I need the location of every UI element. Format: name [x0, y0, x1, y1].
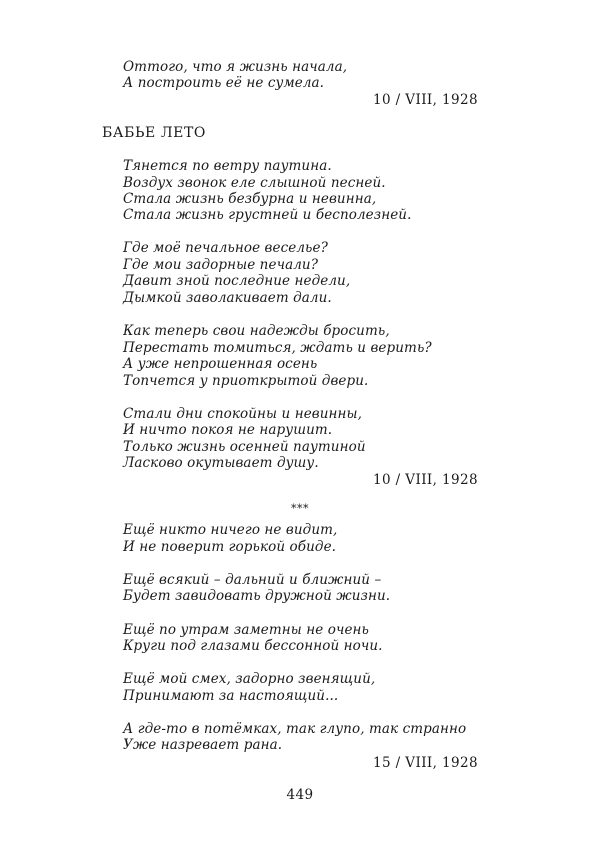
poem-line: И ничто покоя не нарушит.	[123, 422, 333, 438]
poem-line: Только жизнь осенней паутиной	[123, 439, 366, 455]
poem-line: Принимают за настоящий...	[123, 688, 339, 704]
poem-line: Воздух звонок еле слышной песней.	[123, 175, 386, 191]
poem-line: Где мои задорные печали?	[123, 257, 319, 273]
poem-date: 10 / VIII, 1928	[373, 472, 478, 488]
poem-line: Стала жизнь безбурна и невинна,	[123, 191, 377, 207]
poem-line: Будет завидовать дружной жизни.	[123, 588, 391, 604]
poem-line: Ещё мой смех, задорно звенящий,	[123, 671, 376, 687]
poem-line: Как теперь свои надежды бросить,	[123, 323, 390, 339]
poem-title: БАБЬЕ ЛЕТО	[102, 125, 206, 141]
poem-line: И не поверит горькой обиде.	[123, 539, 337, 555]
poem-line: Перестать томиться, ждать и верить?	[123, 340, 432, 356]
poem-line: А уже непрошенная осень	[123, 356, 318, 372]
poem-line: Круги под глазами бессонной ночи.	[123, 638, 383, 654]
poem-line: Тянется по ветру паутина.	[123, 158, 332, 174]
poem-line: Ласково окутывает душу.	[123, 455, 319, 471]
poem-line: Где моё печальное веселье?	[123, 240, 328, 256]
poem-line: Ещё никто ничего не видит,	[123, 522, 338, 538]
poem-line: Топчется у приоткрытой двери.	[123, 373, 369, 389]
poem-line: А построить её не сумела.	[123, 75, 325, 91]
poem-separator: ***	[291, 502, 309, 515]
poem-line: Стала жизнь грустней и бесполезней.	[123, 207, 412, 223]
poem-line: Уже назревает рана.	[123, 737, 283, 753]
poem-line: Оттого, что я жизнь начала,	[123, 59, 348, 75]
poem-line: Ещё всякий – дальний и ближний –	[123, 572, 382, 588]
poem-line: Ещё по утрам заметны не очень	[123, 622, 369, 638]
poem-date: 15 / VIII, 1928	[373, 755, 478, 771]
poem-line: Дымкой заволакивает дали.	[123, 290, 332, 306]
poem-date: 10 / VIII, 1928	[373, 92, 478, 108]
poem-line: Давит зной последние недели,	[123, 273, 351, 289]
poem-line: А где-то в потёмках, так глупо, так странно	[123, 721, 467, 737]
page-number: 449	[286, 787, 314, 803]
poem-line: Стали дни спокойны и невинны,	[123, 406, 363, 422]
